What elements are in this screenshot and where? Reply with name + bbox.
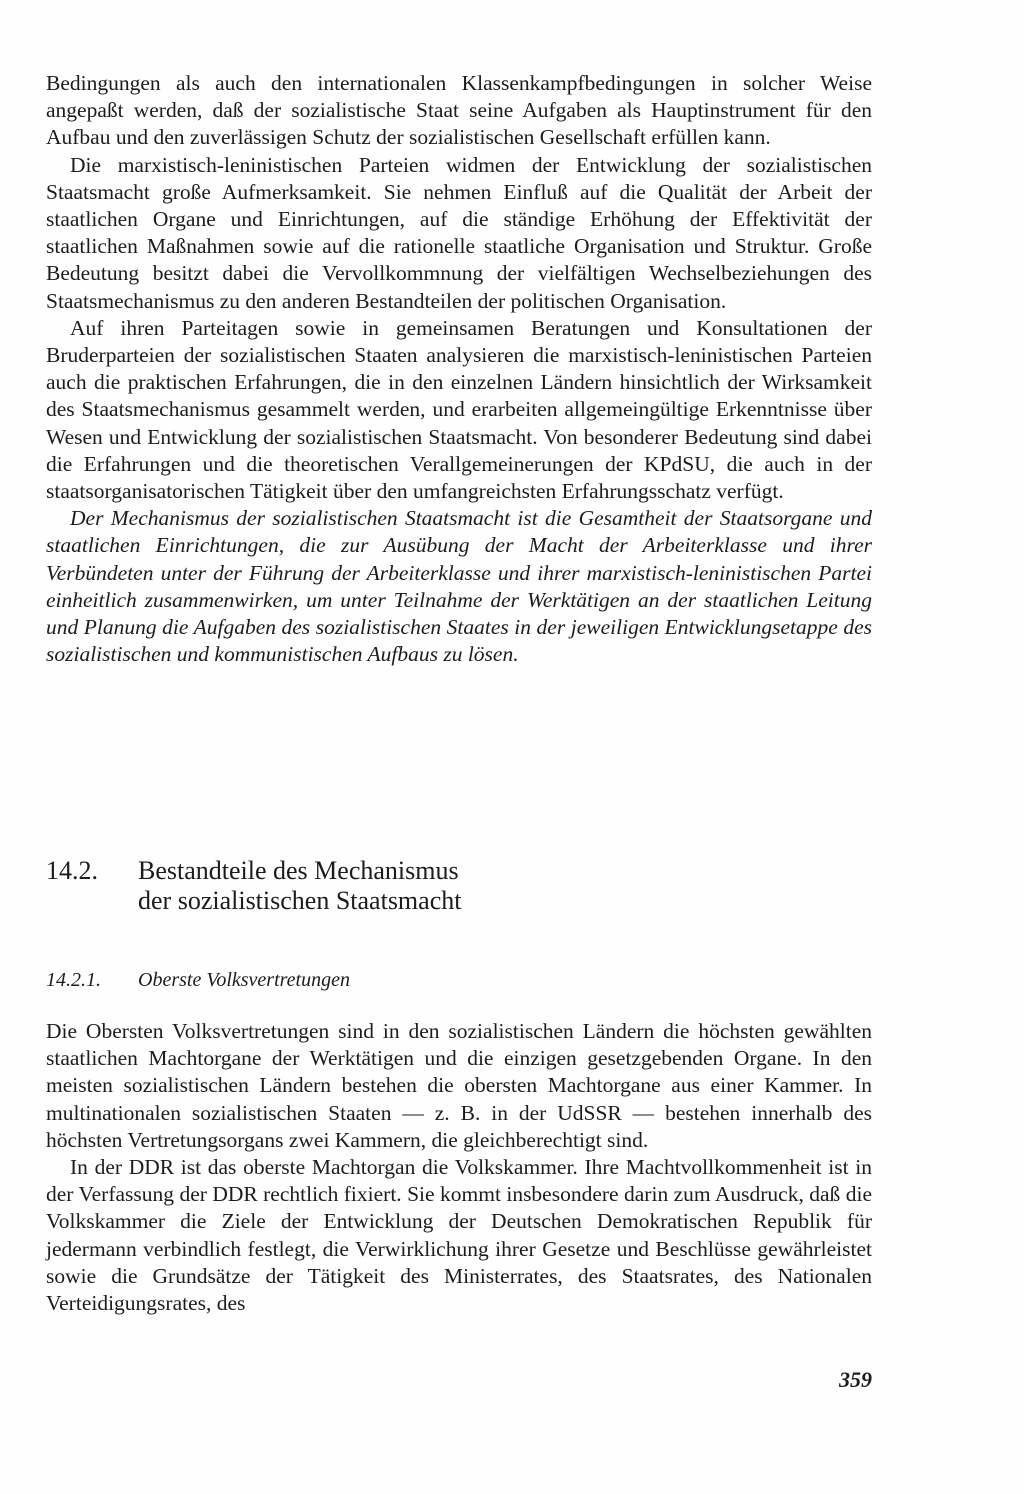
paragraph: Auf ihren Parteitagen sowie in gemeinsamen Beratungen und Konsultationen der Bruderparteien der sozialistischen Staaten analysieren die marxistisch-leninistischen Parteien auch die praktischen Erfahrungen, die in den einzelnen Ländern hinsichtlich der Wirksamkeit des Staatsmechanismus gesammelt werden, und erarbeiten allgemeingültige Erkenntnisse über Wesen und Entwicklung der sozialistischen Staatsmacht. Von besonderer Bedeutung sind dabei die Erfahrungen und die theoretischen Verallgemeinerungen der KPdSU, die auch in der staatsorganisatorischen Tätigkeit über den umfangreichsten Erfahrungsschatz verfügt. — [46, 315, 872, 504]
section-title — [138, 856, 872, 916]
section-heading — [46, 856, 872, 916]
subsection-title: Oberste Volksvertretungen — [138, 969, 350, 991]
section-number: 14.2. — [46, 856, 98, 885]
subsection-number: 14.2.1. — [46, 969, 101, 991]
paragraph: In der DDR ist das oberste Machtorgan die Volkskammer. Ihre Machtvollkommenheit ist in der Verfassung der DDR rechtlich fixiert. Sie kommt insbesondere darin zum Ausdruck, daß die Volkskammer die Ziele der Entwicklung der Deutschen Demokratischen Republik für jedermann verbindlich festlegt, die Verwirklichung ihrer Gesetze und Beschlüsse gewährleistet sowie die Grundsätze der Tätigkeit des Ministerrates, des Staatsrates, des Nationalen Verteidigungsrates, des — [46, 1155, 872, 1316]
subsection-heading — [46, 969, 872, 992]
paragraph: Die marxistisch-leninistischen Parteien widmen der Entwicklung der sozialistischen Staatsmacht große Aufmerksamkeit. Sie nehmen Einfluß auf die Qualität der Arbeit der staatlichen Organe und Einrichtungen, auf die ständige Erhöhung der Effektivität der staatlichen Maßnahmen sowie auf die rationelle staatliche Organisation und Struktur. Große Bedeutung besitzt dabei die Vervollkommnung der vielfältigen Wechselbeziehungen des Staatsmechanismus zu den anderen Bestandteilen der politischen Organisation. — [46, 152, 872, 313]
paragraph: Bedingungen als auch den internationalen Klassenkampfbedingungen in solcher Weise angepaßt werden, daß der sozialistische Staat seine Aufgaben als Hauptinstrument für den Aufbau und den zuverlässigen Schutz der sozialistischen Gesellschaft erfüllen kann. — [46, 71, 872, 150]
section-title-line: Bestandteile des Mechanismus — [138, 856, 459, 885]
body-text-top — [46, 70, 872, 668]
page-number: 359 — [839, 1367, 872, 1392]
definition-paragraph: Der Mechanismus der sozialistischen Staatsmacht ist die Gesamtheit der Staatsorgane und staatlichen Einrichtungen, die zur Ausübung der Macht der Arbeiterklasse und ihrer Verbündeten unter der Führung der Arbeiterklasse und ihrer marxistisch-leninistischen Partei einheitlich zusammenwirken, um unter Teilnahme der Werktätigen an der staatlichen Leitung und Planung die Aufgaben des sozialistischen Staates in der jeweiligen Entwicklungsetappe des sozialistischen und kommunistischen Aufbaus zu lösen. — [46, 506, 872, 667]
paragraph: Die Obersten Volksvertretungen sind in den sozialistischen Ländern die höchsten gewählten staatlichen Machtorgane der Werktätigen und die einzigen gesetzgebenden Organe. In den meisten sozialistischen Ländern bestehen die obersten Machtorgane aus einer Kammer. In multinationalen sozialistischen Staaten — z. B. in der UdSSR — bestehen innerhalb des höchsten Vertretungsorgans zwei Kammern, die gleichberechtigt sind. — [46, 1019, 872, 1152]
section-title-line: der sozialistischen Staatsmacht — [138, 886, 462, 915]
body-text-bottom — [46, 1018, 872, 1317]
